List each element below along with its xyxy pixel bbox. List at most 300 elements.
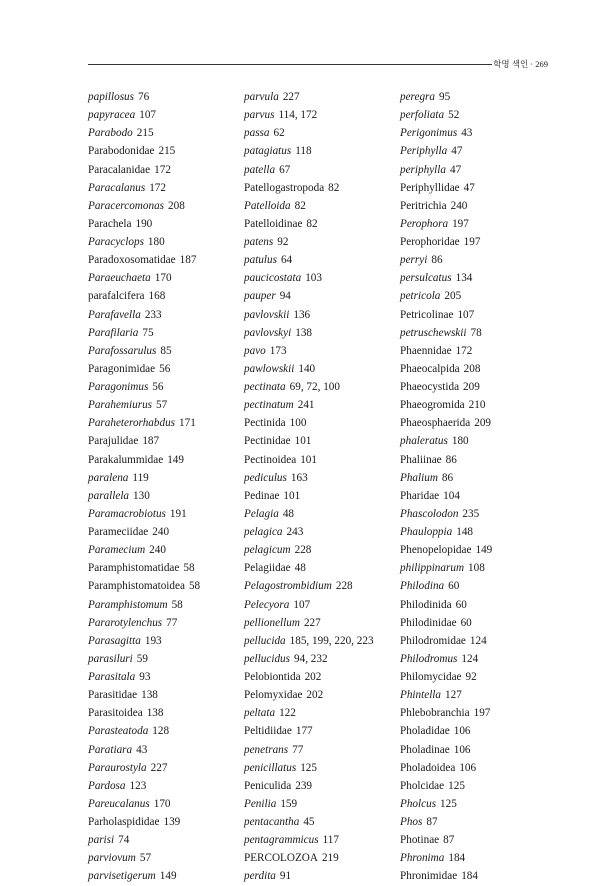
index-entry [244, 596, 404, 614]
index-entry [88, 197, 248, 215]
index-term: Paracalanus [88, 181, 146, 194]
index-page-numbers: 94 [279, 290, 291, 303]
index-entry [400, 396, 560, 414]
index-page-numbers: 197 [452, 217, 469, 230]
index-term: Parahemiurus [88, 399, 153, 412]
index-entry [88, 306, 248, 324]
index-page-numbers: 52 [448, 109, 460, 122]
index-entry [400, 795, 560, 813]
index-term: periphylla [400, 163, 446, 176]
index-term: perfoliata [400, 109, 445, 122]
index-page-numbers: 92 [277, 236, 289, 248]
index-term: persulcatus [400, 272, 452, 285]
index-page-numbers: 228 [335, 580, 353, 593]
index-entry [400, 849, 560, 867]
index-term: Philodinida [400, 598, 452, 611]
index-page-numbers: 57 [139, 852, 152, 865]
index-term: Pareucalanus [88, 797, 150, 810]
index-page-numbers: 172 [154, 163, 171, 176]
index-entry [244, 849, 404, 867]
index-page-numbers: 138 [146, 707, 164, 720]
index-term: pectinata [244, 381, 286, 393]
index-entry [400, 741, 560, 759]
index-term: Paramphistomum [88, 598, 168, 611]
index-term: Peltidiidae [244, 725, 292, 738]
index-term: Philodromidae [400, 634, 466, 647]
index-entry [88, 704, 248, 722]
index-entry [88, 324, 248, 342]
index-entry [88, 342, 248, 360]
index-page-numbers: 47 [450, 163, 462, 176]
index-entry [244, 142, 404, 160]
index-term: pellucida [244, 634, 286, 647]
index-entry [244, 287, 404, 305]
index-page-numbers: 209 [463, 381, 480, 393]
index-page-numbers: 228 [294, 544, 312, 557]
index-term: Philodromus [400, 652, 458, 665]
index-entry [244, 88, 404, 106]
index-page-numbers: 219 [321, 852, 339, 865]
index-term: patulus [244, 254, 277, 267]
index-term: Perigonimus [400, 127, 458, 140]
index-entry [88, 251, 248, 269]
index-term: Pelobiontida [244, 671, 301, 683]
index-entry [400, 668, 560, 686]
index-page-numbers: 104 [443, 489, 460, 502]
index-entry [244, 324, 404, 342]
index-entry [400, 233, 560, 251]
index-entry [88, 142, 248, 160]
index-page-numbers: 180 [147, 236, 165, 248]
index-entry [244, 831, 404, 849]
index-entry [244, 233, 404, 251]
index-page-numbers: 193 [144, 634, 162, 647]
index-term: Phaeocystida [400, 381, 460, 393]
index-page-numbers: 138 [295, 326, 312, 339]
index-term: Parafavella [88, 308, 141, 321]
index-term: Pelecyora [244, 598, 290, 611]
index-term: pellucidus [244, 652, 290, 665]
index-term: parisi [88, 834, 115, 847]
index-term: Phaeogromida [400, 399, 465, 412]
index-entry [244, 759, 404, 777]
index-page-numbers: 240 [149, 544, 166, 557]
index-term: pentacantha [244, 816, 300, 828]
index-entry [400, 722, 560, 740]
index-term: Paramphistomatidae [88, 562, 180, 575]
index-term: Phronimidae [400, 870, 458, 883]
index-page-numbers: 185, 199, 220, 223 [289, 634, 374, 647]
index-page-numbers: 47 [451, 145, 463, 158]
index-entry [400, 197, 560, 215]
index-term: Parafossarulus [88, 344, 157, 357]
index-term: Parasteatoda [88, 725, 149, 738]
index-term: patens [244, 236, 274, 248]
index-entry [244, 124, 404, 142]
index-term: Paraeuchaeta [88, 272, 151, 285]
index-page-numbers: 227 [303, 616, 321, 629]
index-entry [400, 469, 560, 487]
index-term: Parabodo [88, 127, 133, 140]
index-term: Paracalanidae [88, 163, 151, 176]
index-page-numbers: 124 [461, 652, 479, 665]
index-page-numbers: 187 [142, 435, 160, 448]
index-entry [400, 559, 560, 577]
index-entry [244, 795, 404, 813]
index-term: Pelagiidae [244, 562, 291, 575]
index-term: Philodinidae [400, 616, 457, 629]
index-page-numbers: 190 [135, 217, 153, 230]
index-page-numbers: 125 [440, 797, 457, 810]
index-entry [244, 614, 404, 632]
index-entry [244, 451, 404, 469]
index-entry [88, 523, 248, 541]
index-entry [400, 596, 560, 614]
index-page-numbers: 86 [445, 453, 457, 466]
index-term: parallela [88, 489, 130, 502]
index-page-numbers: 227 [282, 91, 300, 103]
index-term: passa [244, 127, 270, 140]
index-entry [400, 632, 560, 650]
index-entry [244, 469, 404, 487]
index-page-numbers: 184 [461, 870, 478, 883]
index-page-numbers: 93 [139, 671, 151, 683]
index-entry [244, 686, 404, 704]
index-page-numbers: 134 [455, 272, 473, 285]
index-entry [400, 867, 560, 885]
index-page-numbers: 197 [463, 236, 481, 248]
index-entry [244, 668, 404, 686]
index-term: Philomycidae [400, 671, 462, 683]
index-entry [244, 215, 404, 233]
index-term: Pardosa [88, 779, 126, 792]
index-entry [88, 469, 248, 487]
index-term: Parajulidae [88, 435, 139, 448]
index-entry [244, 414, 404, 432]
index-entry [244, 179, 404, 197]
index-entry [244, 813, 404, 831]
index-entry [400, 704, 560, 722]
index-term: Paratiara [88, 743, 133, 756]
index-term: Petricolinae [400, 308, 454, 321]
index-page-numbers: 173 [269, 344, 287, 357]
index-term: Pectinidae [244, 435, 291, 448]
index-entry [88, 831, 248, 849]
index-page-numbers: 69, 72, 100 [289, 381, 340, 393]
index-page-numbers: 77 [292, 743, 304, 756]
index-page-numbers: 184 [448, 852, 466, 865]
index-entry [400, 451, 560, 469]
index-term: patagiatus [244, 145, 292, 158]
index-page-numbers: 159 [280, 797, 298, 810]
index-term: PERCOLOZOA [244, 852, 318, 865]
index-entry [88, 487, 248, 505]
header-page-label: 학명 색인 · 269 [493, 59, 548, 69]
index-term: Parholaspididae [88, 816, 160, 828]
index-page-numbers: 60 [448, 580, 460, 593]
index-term: Paramecium [88, 544, 146, 557]
index-entry [88, 505, 248, 523]
index-term: Penilia [244, 797, 277, 810]
index-page-numbers: 227 [150, 761, 168, 774]
index-entry [244, 741, 404, 759]
index-term: parafalcifera [88, 290, 145, 303]
index-page-numbers: 47 [463, 181, 475, 194]
index-term: perdita [244, 870, 276, 883]
index-entry [88, 813, 248, 831]
index-term: Parasitoidea [88, 707, 143, 720]
index-entry [88, 795, 248, 813]
index-page-numbers: 85 [160, 344, 172, 357]
index-entry [244, 251, 404, 269]
index-term: Paramphistomatoidea [88, 580, 185, 593]
index-term: penetrans [244, 743, 289, 756]
index-entry [244, 269, 404, 287]
index-page-numbers: 78 [470, 326, 482, 339]
index-term: perryi [400, 254, 428, 267]
index-term: Patellogastropoda [244, 181, 325, 194]
index-term: Perophoridae [400, 236, 460, 248]
index-term: Paracercomonas [88, 199, 165, 212]
index-term: pentagrammicus [244, 834, 319, 847]
index-page-numbers: 122 [279, 707, 296, 720]
index-entry [244, 342, 404, 360]
index-entry [400, 541, 560, 559]
index-entry [88, 541, 248, 559]
index-entry [400, 523, 560, 541]
index-column-1 [88, 88, 248, 886]
index-term: Phaeosphaerida [400, 417, 471, 430]
index-page-numbers: 177 [295, 725, 313, 738]
index-page-numbers: 149 [475, 544, 493, 557]
index-entry [88, 668, 248, 686]
index-term: papyracea [88, 109, 136, 122]
index-page-numbers: 76 [138, 91, 150, 103]
index-page-numbers: 124 [469, 634, 487, 647]
index-term: Pholcidae [400, 779, 445, 792]
header-rule [88, 64, 492, 65]
index-entry [88, 179, 248, 197]
index-entry [244, 306, 404, 324]
index-page-numbers: 67 [279, 163, 291, 176]
index-page-numbers: 74 [118, 834, 130, 847]
index-entry [244, 197, 404, 215]
index-page-numbers: 210 [468, 399, 486, 412]
index-page-numbers: 240 [152, 526, 170, 538]
index-entry [244, 432, 404, 450]
index-page-numbers: 205 [444, 290, 462, 303]
index-term: Parakalummidae [88, 453, 164, 466]
index-entry [400, 215, 560, 233]
index-entry [88, 432, 248, 450]
index-entry [400, 342, 560, 360]
index-term: petricola [400, 290, 441, 303]
index-page-numbers: 101 [300, 453, 317, 466]
index-entry [400, 306, 560, 324]
index-term: paralena [88, 471, 129, 484]
index-entry [88, 287, 248, 305]
index-page-numbers: 118 [295, 145, 312, 158]
index-page-numbers: 101 [283, 489, 301, 502]
index-page-numbers: 64 [280, 254, 293, 267]
index-entry [400, 88, 560, 106]
index-entry [400, 614, 560, 632]
index-page-numbers: 48 [282, 507, 294, 520]
index-page-numbers: 208 [463, 362, 481, 375]
index-term: papillosus [88, 91, 135, 103]
index-page-numbers: 108 [468, 562, 485, 575]
index-term: Photinae [400, 834, 440, 847]
index-page-numbers: 208 [168, 199, 185, 212]
index-page-numbers: 215 [136, 127, 154, 140]
index-page-numbers: 209 [474, 417, 491, 430]
index-page-numbers: 92 [465, 671, 477, 683]
index-term: patella [244, 163, 276, 176]
index-term: Pelagia [244, 507, 279, 520]
index-term: pellionellum [244, 616, 300, 629]
index-page-numbers: 163 [290, 471, 308, 484]
index-page-numbers: 149 [167, 453, 184, 466]
index-entry [88, 396, 248, 414]
index-page-numbers: 172 [149, 181, 166, 194]
index-entry [400, 487, 560, 505]
index-term: Paracyclops [88, 236, 144, 248]
index-entry [400, 759, 560, 777]
index-entry [88, 233, 248, 251]
index-page-numbers: 127 [445, 689, 462, 702]
index-term: Pelomyxidae [244, 689, 303, 702]
index-page-numbers: 60 [455, 598, 467, 611]
index-term: parvula [244, 91, 279, 103]
index-entry [88, 106, 248, 124]
index-term: Phintella [400, 689, 442, 702]
index-entry [244, 523, 404, 541]
index-page-numbers: 123 [129, 779, 147, 792]
index-entry [244, 777, 404, 795]
index-entry [88, 378, 248, 396]
index-entry [244, 632, 404, 650]
index-entry [400, 831, 560, 849]
index-page-numbers: 202 [304, 671, 322, 683]
index-term: Perophora [400, 217, 449, 230]
index-page-numbers: 91 [279, 870, 292, 883]
index-entry [88, 867, 248, 885]
index-term: Paramacrobiotus [88, 507, 166, 520]
index-term: Patelloidinae [244, 217, 303, 230]
index-page-numbers: 48 [294, 562, 306, 575]
index-page-numbers: 149 [159, 870, 177, 883]
index-term: Phaeocalpida [400, 362, 460, 375]
index-page-numbers: 75 [142, 326, 154, 339]
index-entry [400, 106, 560, 124]
index-page-numbers: 140 [298, 362, 316, 375]
index-term: Phauloppia [400, 526, 453, 538]
index-entry [88, 849, 248, 867]
index-entry [88, 88, 248, 106]
index-term: parvisetigerum [88, 870, 156, 883]
index-term: peregra [400, 91, 436, 103]
index-term: Phaennidae [400, 344, 452, 357]
index-term: Periphyllidae [400, 181, 460, 194]
index-page-numbers: 202 [306, 689, 324, 702]
index-page-numbers: 87 [426, 816, 438, 828]
index-entry [88, 559, 248, 577]
index-term: paucicostata [244, 272, 302, 285]
index-entry [244, 704, 404, 722]
index-entry [400, 414, 560, 432]
index-page-numbers: 139 [163, 816, 181, 828]
index-entry [400, 432, 560, 450]
index-page-numbers: 197 [473, 707, 491, 720]
index-term: parvus [244, 109, 275, 122]
index-entry [244, 161, 404, 179]
index-page-numbers: 62 [273, 127, 285, 140]
index-page-numbers: 136 [293, 308, 311, 321]
index-term: Paradoxosomatidae [88, 254, 176, 267]
index-term: pelagica [244, 526, 283, 538]
index-entry [88, 269, 248, 287]
index-page-numbers: 241 [297, 399, 315, 412]
index-entry [400, 324, 560, 342]
index-entry [88, 650, 248, 668]
index-entry [244, 559, 404, 577]
index-term: Parabodonidae [88, 145, 155, 158]
index-entry [400, 251, 560, 269]
index-entry [88, 161, 248, 179]
index-entry [244, 577, 404, 595]
index-entry [88, 451, 248, 469]
index-page-numbers: 187 [179, 254, 197, 267]
index-term: Parasitala [88, 671, 136, 683]
index-page-numbers: 82 [306, 217, 318, 230]
index-page-numbers: 82 [328, 181, 340, 194]
index-entry [88, 759, 248, 777]
index-term: Parameciidae [88, 526, 149, 538]
index-page-numbers: 243 [286, 526, 304, 538]
index-page-numbers: 119 [132, 471, 149, 484]
index-page-numbers: 43 [136, 743, 148, 756]
index-page-numbers: 95 [439, 91, 451, 103]
index-page-numbers: 117 [322, 834, 339, 847]
index-term: Pholadoidea [400, 761, 456, 774]
index-entry [400, 686, 560, 704]
index-page-numbers: 235 [462, 507, 480, 520]
index-entry [400, 161, 560, 179]
index-term: Paraheterorhabdus [88, 417, 176, 430]
index-entry [88, 360, 248, 378]
index-term: Parafilaria [88, 326, 139, 339]
index-term: Pectinida [244, 417, 286, 430]
index-term: petruschewskii [400, 326, 467, 339]
index-page-numbers: 170 [154, 272, 172, 285]
running-header [88, 57, 548, 71]
index-term: parasiluri [88, 652, 133, 665]
index-entry [88, 414, 248, 432]
index-entry [400, 124, 560, 142]
index-page-numbers: 59 [136, 652, 148, 665]
index-entry [244, 650, 404, 668]
index-entry [88, 596, 248, 614]
index-entry [400, 777, 560, 795]
index-term: philippinarum [400, 562, 465, 575]
index-term: pavo [244, 344, 266, 357]
index-term: Paraurostyla [88, 761, 147, 774]
index-term: Pharidae [400, 489, 440, 502]
index-page-numbers: 87 [443, 834, 455, 847]
index-entry [244, 722, 404, 740]
index-page-numbers: 128 [152, 725, 170, 738]
index-page-numbers: 60 [460, 616, 472, 629]
